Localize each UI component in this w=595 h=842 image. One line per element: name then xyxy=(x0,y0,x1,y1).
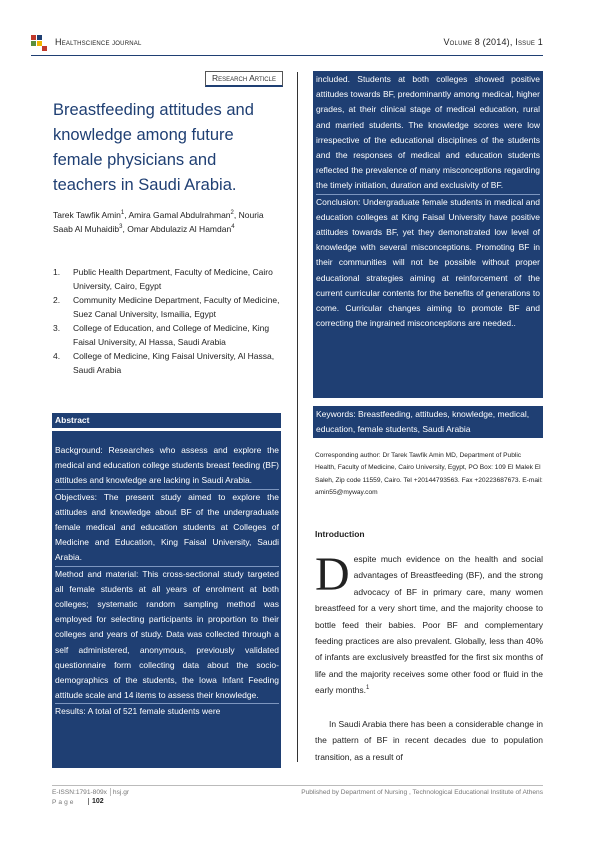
abstract-methods: Method and material: This cross-sectional study targeted all female students at all years of enrolment at both colleges; systematic random sampling method was employed for selecting participants in proportion to their colleges and years of study. Data was collected through a self administered, anonymous, previously validated questionnaire form collecting data about the socio-demographics of the students, the Iowa Infant Feeding attitude scale and 14 items to assess their knowledge. xyxy=(55,566,279,704)
affiliation-item: 3. College of Education, and College of Medicine, King Faisal University, Al Hassa, Saudi Arabia xyxy=(53,323,270,347)
introduction-heading: Introduction xyxy=(315,529,365,539)
footer-page-label: Page xyxy=(52,799,76,806)
abstract-results-cont: included. Students at both colleges showed positive attitudes towards BF, predominantly among medical, higher grades, at their clinical stage of medical education, rural and married students. The knowledge scores were low irrespective of the educational disciplines of the students and the responses of medical and education students reflected the prevalence of many misconceptions regarding the timely initiation, duration and exclusivity of BF. xyxy=(316,74,540,191)
author-sup: 2 xyxy=(230,210,234,217)
keywords-box: Keywords: Breastfeeding, attitudes, knowledge, medical, education, female students, Saudi Arabia xyxy=(313,406,543,438)
abstract-conclusion: Conclusion: Undergraduate female students in medical and education colleges at King Faisal University have positive attitudes towards BF, yet they demonstrated low level of knowledge with several misconceptions. Promoting BF in their communities will not be possible without proper educational strategies aiming at reinforcement of the current curricular contents for the benefits of generations to come. Curricular changes aiming to promote BF and correcting the ingrained misconceptions are needed.. xyxy=(316,194,540,332)
footer-page-number: 102 xyxy=(88,798,104,805)
abstract-heading: Abstract xyxy=(52,413,281,428)
corresponding-author: Corresponding author: Dr Tarek Tawfik Amin MD, Department of Public Health, Faculty of Medicine, Cairo University, Egypt, PO Box: 109 El Malek El Saleh, Zip code 11559, Cairo. Tel +20144793563. Fax +20223687673. E-mail: amin55@myway.com xyxy=(315,452,543,497)
column-divider xyxy=(297,72,298,762)
author-name: Nouria Saab Al Muhaidib xyxy=(53,210,264,234)
introduction-paragraph-1: Despite much evidence on the health and social advantages of Breastfeeding (BF), and the strong advocacy of BF in primary care, many women breastfeed for a very short time, and the majority choose to bottle feed their babies. Poor BF and complementary feeding practices are also prevalent. Globally, less than 40% of infants are exclusively breastfed for the first six months of life and the majority receives some other food or fluid in the early months.$^1$ xyxy=(315,548,543,696)
author-sup: 1 xyxy=(120,210,125,217)
reference-sup: 1 xyxy=(366,685,370,692)
author-sup: 3 xyxy=(119,224,123,231)
author-name: Omar Abdulaziz Al Hamdan xyxy=(127,224,232,234)
journal-name: Healthscience journal xyxy=(55,37,142,47)
footer-rule xyxy=(52,785,543,786)
abstract-background: Background: Researches who assess and explore the medical and education college students breast feeding (BF) attitudes and knowledge are lacking in Saudi Arabia. xyxy=(55,445,279,486)
introduction-paragraph-2: In Saudi Arabia there has been a considerable change in the pattern of BF in recent decades due to population transition, as a result of xyxy=(315,719,543,762)
article-title: Breastfeeding attitudes and knowledge among future female physicians and teachers in Saudi Arabia. xyxy=(53,101,254,194)
header-rule xyxy=(31,55,543,56)
author-sup: 4 xyxy=(231,224,235,231)
article-type-badge: Research Article xyxy=(205,71,283,87)
affiliation-item: 1. Public Health Department, Faculty of Medicine, Cairo University, Cairo, Egypt xyxy=(53,267,273,291)
abstract-box-right xyxy=(313,71,543,398)
abstract-box-left xyxy=(52,431,281,768)
author-list: Tarek Tawfik Amin$^1$, Amira Gamal Abdulrahman$^2$, Nouria Saab Al Muhaidib$^3$, Omar Abdulaziz Al Hamdan$^4$ xyxy=(53,210,264,234)
abstract-objectives: Objectives: The present study aimed to explore the attitudes and knowledge about BF of the undergraduate female medical and education students at Colleges of Medicine and Education, King Faisal University, Saudi Arabia. xyxy=(55,489,279,566)
drop-cap: D xyxy=(315,548,350,601)
author-name: Amira Gamal Abdulrahman xyxy=(128,210,231,220)
footer-publisher: Published by Department of Nursing , Technological Educational Institute of Athens xyxy=(301,789,543,796)
affiliation-item: 4. College of Medicine, King Faisal University, Al Hassa, Saudi Arabia xyxy=(53,351,275,375)
affiliation-item: 2. Community Medicine Department, Faculty of Medicine, Suez Canal University, Ismailia, Egypt xyxy=(53,295,280,319)
author-name: Tarek Tawfik Amin xyxy=(53,210,121,220)
abstract-results-start: Results: A total of 521 female students were xyxy=(55,703,279,719)
volume-issue: Volume 8 (2014), Issue 1 xyxy=(443,37,543,47)
footer-issn: E-ISSN:1791-809x │hsj.gr xyxy=(52,789,130,796)
affiliation-list xyxy=(53,265,288,377)
journal-logo xyxy=(31,35,47,51)
